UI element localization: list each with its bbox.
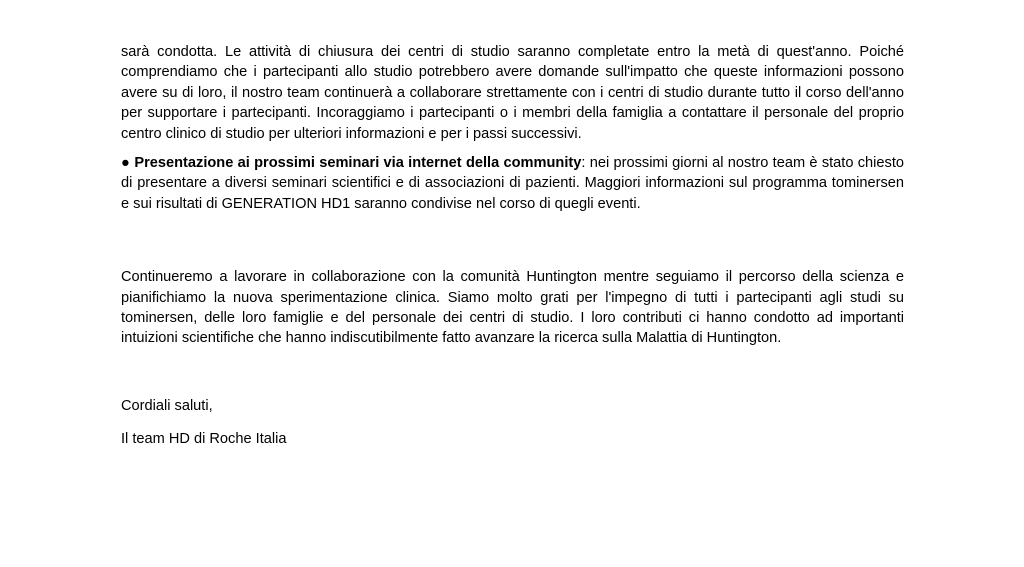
- document-page: [121, 42, 904, 450]
- closing-salutation: Cordiali saluti,: [121, 397, 213, 414]
- bullet-text: : nei prossimi giorni al nostro team è stato chiesto di presentare a diversi seminari scientifici e di associazioni di pazienti. Maggiori informazioni sul programma tominersen e sui risultati di GENERATION HD1 saranno condivise nel corso di quegli eventi.: [121, 155, 904, 212]
- bullet-marker: ●: [121, 155, 131, 172]
- signature: Il team HD di Roche Italia: [121, 431, 287, 448]
- paragraph-closure: sarà condotta. Le attività di chiusura dei centri di studio saranno completate entro la metà di quest'anno. Poiché comprendiamo che i partecipanti allo studio potrebbero avere domande sull'impatto che queste informazioni possono avere su di loro, il nostro team continuerà a collaborare strettamente con i centri di studio durante tutto il corso dell'anno per supportare i partecipanti. Incoraggiamo i partecipanti o i membri della famiglia a contattare il personale del proprio centro clinico di studio per ulteriori informazioni e per i passi successivi.: [121, 44, 904, 142]
- bullet-item-seminars: [121, 153, 904, 214]
- bullet-heading: Presentazione ai prossimi seminari via internet della community: [134, 155, 582, 172]
- paragraph-collaboration: Continueremo a lavorare in collaborazione con la comunità Huntington mentre seguiamo il percorso della scienza e pianifichiamo la nuova sperimentazione clinica. Siamo molto grati per l'impegno di tutti i partecipanti agli studi su tominersen, delle loro famiglie e del personale dei centri di studio. I loro contributi ci hanno condotto ad importanti intuizioni scientifiche che hanno indiscutibilmente fatto avanzare la ricerca sulla Malattia di Huntington.: [121, 269, 904, 347]
